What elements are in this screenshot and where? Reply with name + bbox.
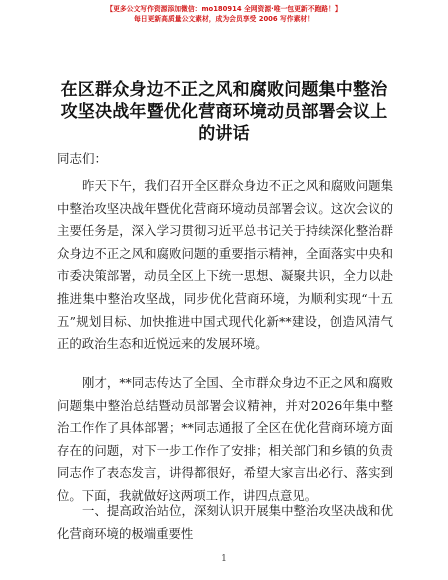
promo-banner-line-1: 【更多公文写作资源添加微信：mo180914 全网资源·唯一包更新不跑路！】 bbox=[106, 5, 342, 13]
paragraph-2: 刚才，**同志传达了全国、全市群众身边不正之风和腐败问题集中整治总结暨动员部署会议精神，并对2026年集中整治工作作了具体部署；**同志通报了全区在优化营商环境方面存在的问题，对下一步工作作了安排；相关部门和乡镇的负责同志作了表态发言，讲得都很好，希望大家言出必行、落实到位。下面，我就做好这两项工作，讲四点意见。 bbox=[57, 375, 393, 503]
section-heading-1: 一、提高政治站位，深刻认识开展集中整治攻坚决战和优化营商环境的极端重要性 bbox=[57, 503, 393, 541]
document-title: 在区群众身边不正之风和腐败问题集中整治攻坚决战年暨优化营商环境动员部署会议上的讲话 bbox=[60, 80, 388, 144]
page-number: 1 bbox=[221, 554, 227, 564]
promo-banner bbox=[0, 4, 448, 24]
promo-banner-line-2: 每日更新高质量公文素材，成为会员享受 2006 写作素材！ bbox=[134, 15, 314, 23]
greeting: 同志们： bbox=[57, 151, 108, 166]
paragraph-1: 昨天下午，我们召开全区群众身边不正之风和腐败问题集中整治攻坚决战年暨优化营商环境动员部署会议。这次会议的主要任务是，深入学习贯彻习近平总书记关于持续深化整治群众身边不正之风和腐败问题的重要指示精神，全面落实中央和市委决策部署，动员全区上下统一思想、凝聚共识，全力以赴推进集中整治攻坚战，同步优化营商环境，为顺利实现“十五五”规划目标、加快推进中国式现代化新**建设，创造风清气正的政治生态和近悦远来的发展环境。 bbox=[57, 178, 393, 352]
